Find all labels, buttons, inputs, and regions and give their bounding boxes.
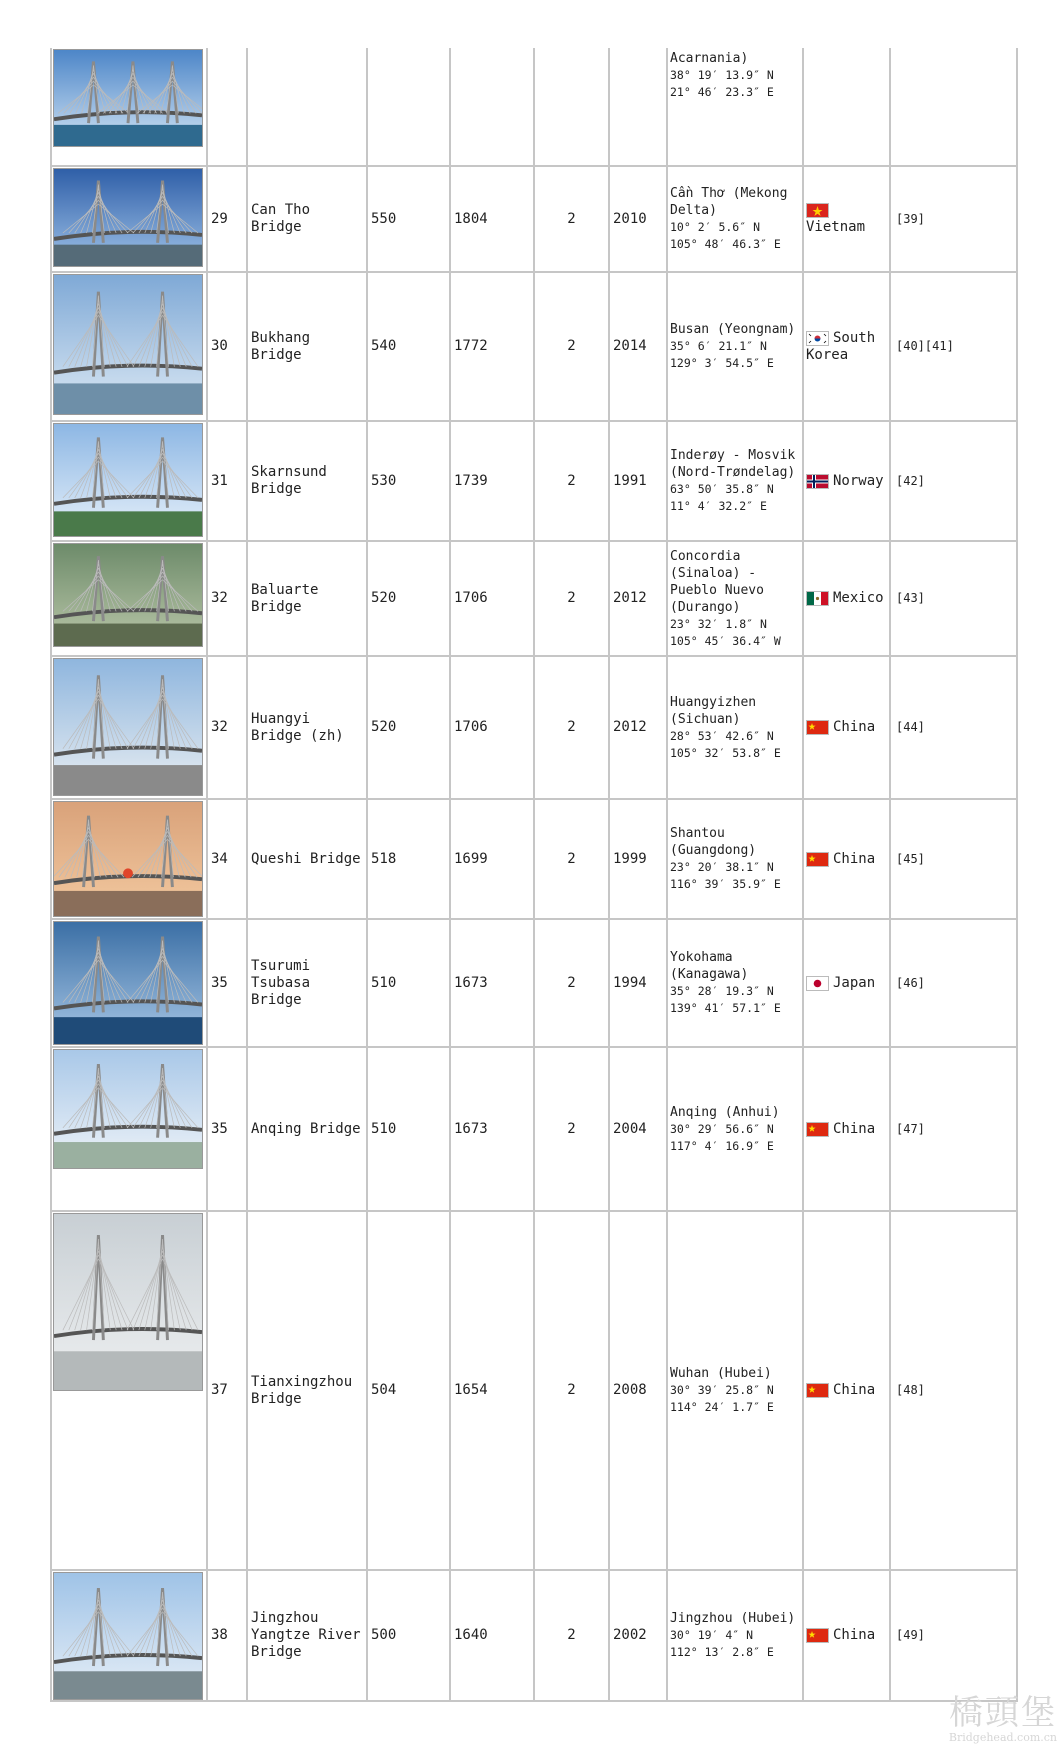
photo-cell: [51, 421, 207, 541]
table-row: [51, 1047, 1017, 1211]
span-m-cell: 504: [367, 1211, 450, 1570]
country-cell: [803, 48, 890, 166]
photo-cell: [51, 656, 207, 799]
span-ft-cell: 1739: [450, 421, 534, 541]
anqing-bridge-photo: [53, 1049, 203, 1169]
latitude: 35° 6′ 21.1″ N: [670, 339, 767, 353]
span-m-cell: 540: [367, 272, 450, 421]
location-name: Wuhan (Hubei): [670, 1366, 772, 1381]
rank-cell: 37: [207, 1211, 247, 1570]
country-name: Norway: [833, 472, 884, 489]
year-cell: 1999: [609, 799, 667, 919]
location-cell: [667, 1211, 803, 1570]
bridge-name-cell: Bukhang Bridge: [247, 272, 367, 421]
country-cell: [803, 656, 890, 799]
rank-cell: 34: [207, 799, 247, 919]
longitude: 139° 41′ 57.1″ E: [670, 1001, 781, 1015]
rank-cell: 32: [207, 656, 247, 799]
bridge-name-cell: Queshi Bridge: [247, 799, 367, 919]
china-flag-icon: [806, 720, 829, 735]
year-cell: 2012: [609, 541, 667, 656]
span-m-cell: 510: [367, 919, 450, 1047]
table-row: [51, 656, 1017, 799]
table-row: [51, 799, 1017, 919]
rank-cell: 38: [207, 1570, 247, 1701]
span-ft-cell: 1640: [450, 1570, 534, 1701]
location-cell: [667, 799, 803, 919]
year-cell: 1994: [609, 919, 667, 1047]
lanes-cell: 2: [534, 656, 609, 799]
latitude: 30° 19′ 4″ N: [670, 1628, 754, 1642]
photo-cell: [51, 272, 207, 421]
span-m-cell: 500: [367, 1570, 450, 1701]
reference-cell: [47]: [890, 1047, 1017, 1211]
china-flag-icon: [806, 852, 829, 867]
span-ft-cell: 1673: [450, 919, 534, 1047]
japan-flag-icon: [806, 976, 829, 991]
latitude: 63° 50′ 35.8″ N: [670, 482, 774, 496]
latitude: 30° 39′ 25.8″ N: [670, 1383, 774, 1397]
longitude: 116° 39′ 35.9″ E: [670, 877, 781, 891]
norway-flag-icon: [806, 474, 829, 489]
lanes-cell: 2: [534, 1211, 609, 1570]
rio-antirrio-bridge-photo: [53, 49, 203, 147]
country-name: Japan: [833, 974, 876, 991]
huangyi-bridge-photo: [53, 658, 203, 796]
location-name: Concordia (Sinaloa) - Pueblo Nuevo (Durango): [670, 548, 764, 615]
latitude: 10° 2′ 5.6″ N: [670, 220, 761, 234]
bukhang-bridge-photo: [53, 274, 203, 415]
lanes-cell: 2: [534, 421, 609, 541]
country-cell: [803, 421, 890, 541]
location-cell: [667, 48, 803, 166]
span-ft-cell: 1706: [450, 541, 534, 656]
bridge-name-cell: Anqing Bridge: [247, 1047, 367, 1211]
year-cell: 2004: [609, 1047, 667, 1211]
mexico-flag-icon: [806, 591, 829, 606]
span-m-cell: 510: [367, 1047, 450, 1211]
rank-cell: 35: [207, 919, 247, 1047]
table-row: [51, 421, 1017, 541]
photo-cell: [51, 1570, 207, 1701]
photo-cell: [51, 166, 207, 272]
span-ft-cell: 1673: [450, 1047, 534, 1211]
longitude: 105° 48′ 46.3″ E: [670, 237, 781, 251]
bridge-name-cell: Tsurumi Tsubasa Bridge: [247, 919, 367, 1047]
photo-cell: [51, 1047, 207, 1211]
country-name: China: [833, 1120, 876, 1137]
location-cell: [667, 656, 803, 799]
bridge-name-cell: Can Tho Bridge: [247, 166, 367, 272]
country-cell: [803, 799, 890, 919]
can-tho-bridge-photo: [53, 168, 203, 267]
year-cell: 2008: [609, 1211, 667, 1570]
reference-cell: [46]: [890, 919, 1017, 1047]
span-ft-cell: 1804: [450, 166, 534, 272]
country-name: China: [833, 1382, 876, 1398]
location-name: Acarnania): [670, 51, 749, 66]
table-row: [51, 272, 1017, 421]
rank-cell: 30: [207, 272, 247, 421]
bridge-table: [50, 48, 1018, 1702]
baluarte-bridge-photo: [53, 543, 203, 647]
latitude: 23° 20′ 38.1″ N: [670, 860, 774, 874]
country-name: South Korea: [806, 329, 876, 363]
tsurumi-tsubasa-bridge-photo: [53, 921, 203, 1045]
location-name: Anqing (Anhui): [670, 1104, 780, 1120]
country-cell: [803, 166, 890, 272]
rank-cell: 31: [207, 421, 247, 541]
reference-cell: [45]: [890, 799, 1017, 919]
reference-cell: [40][41]: [890, 272, 1017, 421]
bridge-name-cell: Tianxingzhou Bridge: [247, 1211, 367, 1570]
country-cell: [803, 541, 890, 656]
span-ft-cell: 1699: [450, 799, 534, 919]
country-name: China: [833, 850, 876, 867]
lanes-cell: [534, 48, 609, 166]
country-cell: [803, 272, 890, 421]
lanes-cell: 2: [534, 272, 609, 421]
country-cell: [803, 1211, 890, 1570]
location-name: Jingzhou (Hubei): [670, 1611, 796, 1626]
span-m-cell: 530: [367, 421, 450, 541]
location-name: Inderøy - Mosvik (Nord-Trøndelag): [670, 448, 796, 480]
lanes-cell: 2: [534, 1570, 609, 1701]
photo-cell: [51, 919, 207, 1047]
longitude: 114° 24′ 1.7″ E: [670, 1400, 774, 1414]
bridge-name-cell: Jingzhou Yangtze River Bridge: [247, 1570, 367, 1701]
photo-cell: [51, 799, 207, 919]
country-cell: [803, 1047, 890, 1211]
year-cell: 2002: [609, 1570, 667, 1701]
rank-cell: 32: [207, 541, 247, 656]
bridge-name-cell: [247, 48, 367, 166]
longitude: 129° 3′ 54.5″ E: [670, 356, 774, 370]
table-row: [51, 541, 1017, 656]
location-cell: [667, 272, 803, 421]
longitude: 105° 45′ 36.4″ W: [670, 633, 781, 648]
location-name: Shantou (Guangdong): [670, 826, 757, 858]
span-m-cell: 550: [367, 166, 450, 272]
span-ft-cell: [450, 48, 534, 166]
table-row: [51, 1570, 1017, 1701]
skarnsund-bridge-photo: [53, 423, 203, 537]
location-cell: [667, 166, 803, 272]
latitude: 28° 53′ 42.6″ N: [670, 728, 774, 743]
year-cell: 2010: [609, 166, 667, 272]
country-cell: [803, 1570, 890, 1701]
table-row: [51, 919, 1017, 1047]
longitude: 105° 32′ 53.8″ E: [670, 745, 781, 760]
china-flag-icon: [806, 1628, 829, 1643]
location-name: Cần Thơ (Mekong Delta): [670, 186, 788, 218]
table-row: [51, 48, 1017, 166]
vietnam-flag-icon: [806, 203, 829, 218]
watermark: [949, 1695, 1057, 1744]
rank-cell: 35: [207, 1047, 247, 1211]
country-name: China: [833, 719, 876, 735]
longitude: 117° 4′ 16.9″ E: [670, 1138, 774, 1153]
china-flag-icon: [806, 1122, 829, 1137]
jingzhou-bridge-photo: [53, 1572, 203, 1700]
reference-cell: [890, 48, 1017, 166]
year-cell: 2014: [609, 272, 667, 421]
lanes-cell: 2: [534, 166, 609, 272]
location-cell: [667, 541, 803, 656]
location-cell: [667, 1047, 803, 1211]
china-flag-icon: [806, 1383, 829, 1398]
queshi-bridge-photo: [53, 801, 203, 917]
latitude: 30° 29′ 56.6″ N: [670, 1121, 774, 1136]
rank-cell: 29: [207, 166, 247, 272]
reference-cell: [44]: [890, 656, 1017, 799]
bridge-name-cell: Huangyi Bridge (zh): [247, 656, 367, 799]
bridge-name-cell: Skarnsund Bridge: [247, 421, 367, 541]
lanes-cell: 2: [534, 919, 609, 1047]
span-ft-cell: 1654: [450, 1211, 534, 1570]
year-cell: 2012: [609, 656, 667, 799]
longitude: 11° 4′ 32.2″ E: [670, 499, 767, 513]
span-m-cell: 520: [367, 656, 450, 799]
location-name: Busan (Yeongnam): [670, 322, 796, 337]
year-cell: [609, 48, 667, 166]
country-name: Mexico: [833, 590, 884, 606]
year-cell: 1991: [609, 421, 667, 541]
reference-cell: [39]: [890, 166, 1017, 272]
reference-cell: [48]: [890, 1211, 1017, 1570]
reference-cell: [49]: [890, 1570, 1017, 1701]
photo-cell: [51, 48, 207, 166]
korea-flag-icon: [806, 331, 829, 346]
span-m-cell: [367, 48, 450, 166]
span-m-cell: 520: [367, 541, 450, 656]
latitude: 38° 19′ 13.9″ N: [670, 68, 774, 82]
lanes-cell: 2: [534, 799, 609, 919]
table-row: [51, 166, 1017, 272]
lanes-cell: 2: [534, 1047, 609, 1211]
reference-cell: [42]: [890, 421, 1017, 541]
longitude: 21° 46′ 23.3″ E: [670, 85, 774, 99]
longitude: 112° 13′ 2.8″ E: [670, 1645, 774, 1659]
location-name: Huangyizhen (Sichuan): [670, 694, 757, 727]
span-ft-cell: 1706: [450, 656, 534, 799]
watermark-url: Bridgehead.com.cn: [948, 1731, 1057, 1744]
watermark-brand: 橋頭堡: [949, 1693, 1057, 1733]
span-m-cell: 518: [367, 799, 450, 919]
latitude: 35° 28′ 19.3″ N: [670, 984, 774, 998]
rank-cell: [207, 48, 247, 166]
lanes-cell: 2: [534, 541, 609, 656]
latitude: 23° 32′ 1.8″ N: [670, 616, 767, 631]
location-cell: [667, 919, 803, 1047]
location-cell: [667, 421, 803, 541]
location-cell: [667, 1570, 803, 1701]
country-cell: [803, 919, 890, 1047]
reference-cell: [43]: [890, 541, 1017, 656]
country-name: Vietnam: [806, 219, 866, 235]
span-ft-cell: 1772: [450, 272, 534, 421]
country-name: China: [833, 1627, 876, 1643]
bridge-name-cell: Baluarte Bridge: [247, 541, 367, 656]
photo-cell: [51, 1211, 207, 1570]
location-name: Yokohama (Kanagawa): [670, 950, 749, 982]
tianxingzhou-bridge-photo: [53, 1213, 203, 1391]
table-row: [51, 1211, 1017, 1570]
photo-cell: [51, 541, 207, 656]
